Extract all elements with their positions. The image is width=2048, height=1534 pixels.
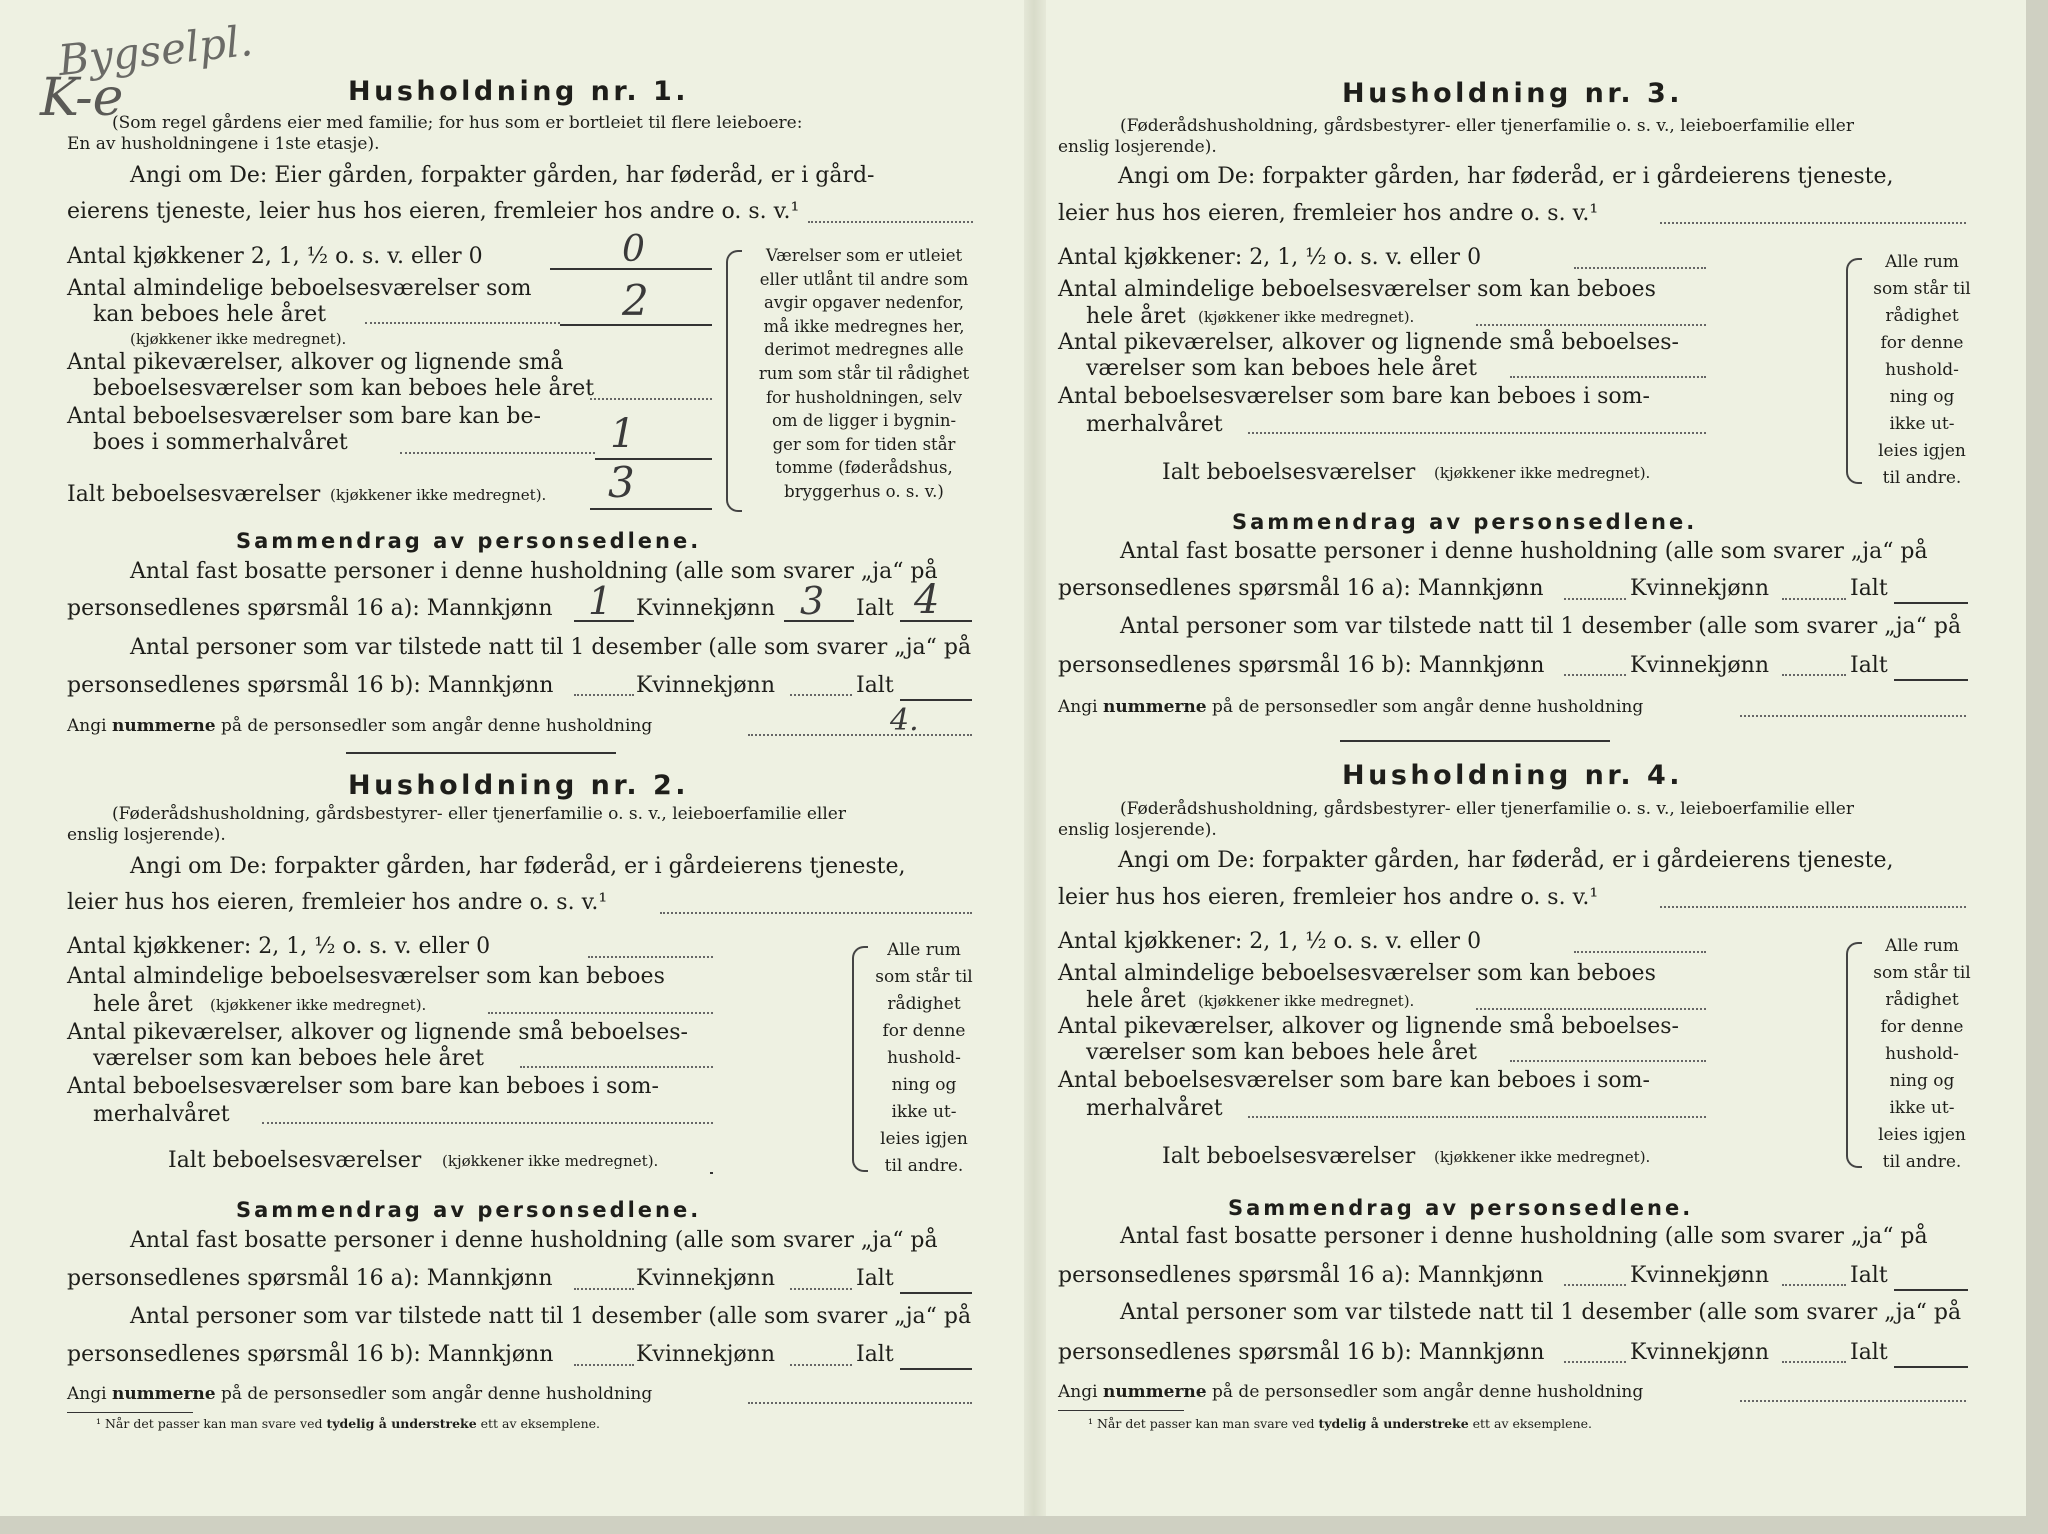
household-1-title: Husholdning nr. 1. <box>348 76 690 107</box>
household-3-note-line2: enslig losjerende). <box>1058 137 1217 157</box>
household-3-maid-dots <box>1510 376 1706 378</box>
household-3-side-note: Alle rum som står til rådighet for denne hushold- ning og ikke ut- leies igjen til andre. <box>1873 252 1971 488</box>
household-4-side-brace <box>1846 942 1862 1168</box>
household-4-summary-present-label: personsedlenes spørsmål 16 b): Mannkjønn <box>1058 1340 1545 1365</box>
household-1-numbers-label: Angi nummerne på de personsedler som angår denne husholdning <box>67 716 653 736</box>
household-2-present-total-label: Ialt <box>856 1342 894 1367</box>
household-4-fixed-female-line <box>1782 1284 1846 1286</box>
household-2-total-note: (kjøkkener ikke medregnet). <box>442 1152 659 1170</box>
household-1-total-value: 3 <box>608 458 635 507</box>
household-1-kitchens-value: 0 <box>622 229 645 270</box>
household-4-rooms-dots <box>1476 1008 1706 1010</box>
household-1-fixed-total-label: Ialt <box>856 596 894 621</box>
household-1-rooms-note: (kjøkkener ikke medregnet). <box>130 330 347 348</box>
household-4-summary-fixed-label: personsedlenes spørsmål 16 a): Mannkjønn <box>1058 1263 1544 1288</box>
household-3-present-total-label: Ialt <box>1850 653 1888 678</box>
household-1-present-total-label: Ialt <box>856 673 894 698</box>
household-1-angi-line2: eierens tjeneste, leier hus hos eieren, fremleier hos andre o. s. v.¹ <box>67 199 800 224</box>
household-2-rooms-note: (kjøkkener ikke medregnet). <box>210 996 427 1014</box>
household-2-note-line1: (Føderådshusholdning, gårdsbestyrer- eller tjenerfamilie o. s. v., leieboerfamilie eller <box>112 804 846 824</box>
household-1-fixed-male-value: 1 <box>588 579 613 623</box>
household-4-kitchens-label: Antal kjøkkener: 2, 1, ½ o. s. v. eller 0 <box>1058 929 1482 954</box>
household-3-summer-dots <box>1248 432 1706 434</box>
household-2-title: Husholdning nr. 2. <box>348 770 690 801</box>
household-2-fixed-female-label: Kvinnekjønn <box>636 1266 775 1291</box>
household-4-summary-title: Sammendrag av personsedlene. <box>1228 1196 1694 1220</box>
household-3-summary-present-line1: Antal personer som var tilstede natt til 1 desember (alle som svarer „ja“ på <box>1120 614 1962 639</box>
household-1-total-note: (kjøkkener ikke medregnet). <box>330 486 547 504</box>
household-4-maid-label-line2: værelser som kan beboes hele året <box>1086 1040 1477 1065</box>
household-1-summary-present-line1: Antal personer som var tilstede natt til 1 desember (alle som svarer „ja“ på <box>130 635 972 660</box>
household-4-fixed-total-label: Ialt <box>1850 1263 1888 1288</box>
household-3-kitchens-label: Antal kjøkkener: 2, 1, ½ o. s. v. eller 0 <box>1058 245 1482 270</box>
household-3-rooms-label-line1: Antal almindelige beboelsesværelser som kan beboes <box>1058 277 1656 302</box>
household-1-summer-value: 1 <box>610 411 636 457</box>
household-4-angi-answer-line <box>1660 906 1966 908</box>
household-1-fixed-female-value: 3 <box>800 579 825 623</box>
household-4-note-line1: (Føderådshusholdning, gårdsbestyrer- eller tjenerfamilie o. s. v., leieboerfamilie eller <box>1120 799 1854 819</box>
household-3-maid-label-line2: værelser som kan beboes hele året <box>1086 356 1477 381</box>
household-3-summary-fixed-label: personsedlenes spørsmål 16 a): Mannkjønn <box>1058 576 1544 601</box>
household-3-summary-title: Sammendrag av personsedlene. <box>1232 510 1698 534</box>
household-4-summer-label-line2: merhalvåret <box>1086 1096 1223 1121</box>
household-2-rooms-label-line1: Antal almindelige beboelsesværelser som kan beboes <box>67 964 665 989</box>
household-4-summary-present-line1: Antal personer som var tilstede natt til 1 desember (alle som svarer „ja“ på <box>1120 1300 1962 1325</box>
household-4-summer-dots <box>1248 1116 1706 1118</box>
household-2-angi-line2: leier hus hos eieren, fremleier hos andre o. s. v.¹ <box>67 890 608 915</box>
household-1-rooms-label-line1: Antal almindelige beboelsesværelser som <box>67 276 532 301</box>
household-1-maid-label-line2: beboelsesværelser som kan beboes hele året <box>93 376 595 401</box>
household-3-rooms-label-line2: hele året <box>1086 304 1186 329</box>
household-4-numbers-label: Angi nummerne på de personsedler som angår denne husholdning <box>1058 1382 1644 1402</box>
household-4-maid-label-line1: Antal pikeværelser, alkover og lignende små beboelses- <box>1058 1014 1679 1039</box>
household-4-present-female-line <box>1782 1361 1846 1363</box>
household-2-maid-label-line1: Antal pikeværelser, alkover og lignende små beboelses- <box>67 1020 688 1045</box>
household-2-total-label: Ialt beboelsesværelser <box>168 1148 422 1173</box>
household-4-kitchens-dots <box>1574 951 1706 953</box>
household-4-rooms-label-line2: hele året <box>1086 988 1186 1013</box>
household-3-total-note: (kjøkkener ikke medregnet). <box>1434 464 1651 482</box>
household-2-summer-label-line2: merhalvåret <box>93 1102 230 1127</box>
household-1-note-line1: (Som regel gårdens eier med familie; for hus som er bortleiet til flere leieboere: <box>112 113 803 133</box>
household-1-note-line2: En av husholdningene i 1ste etasje). <box>67 134 380 154</box>
household-1-side-note: Værelser som er utleiet eller utlånt til andre som avgir opgaver nedenfor, må ikke medregnes her, derimot medregnes alle rum som står til rådighet for husholdningen, selv om de ligger i bygnin- ger som for tiden står tomme (føderådshus, bryggerhus o. s. v.) <box>758 246 970 501</box>
household-3-divider <box>1340 740 1610 742</box>
household-1-summary-present-label: personsedlenes spørsmål 16 b): Mannkjønn <box>67 673 554 698</box>
household-1-maid-label-line1: Antal pikeværelser, alkover og lignende små <box>67 350 564 375</box>
household-4-fixed-male-line <box>1564 1284 1626 1286</box>
household-2-summary-fixed-line1: Antal fast bosatte personer i denne husholdning (alle som svarer „ja“ på <box>130 1228 938 1253</box>
household-2-present-female-label: Kvinnekjønn <box>636 1342 775 1367</box>
household-2-summary-present-label: personsedlenes spørsmål 16 b): Mannkjønn <box>67 1342 554 1367</box>
household-3-summary-present-label: personsedlenes spørsmål 16 b): Mannkjønn <box>1058 653 1545 678</box>
household-2-maid-label-line2: værelser som kan beboes hele året <box>93 1046 484 1071</box>
household-2-side-note: Alle rum som står til rådighet for denne hushold- ning og ikke ut- leies igjen til andre. <box>875 940 973 1176</box>
household-4-note-line2: enslig losjerende). <box>1058 820 1217 840</box>
right-footnote: ¹ Når det passer kan man svare ved tydelig å understreke ett av eksemplene. <box>1088 1416 1592 1431</box>
left-footnote: ¹ Når det passer kan man svare ved tydelig å understreke ett av eksemplene. <box>96 1416 600 1431</box>
household-2-fixed-total-label: Ialt <box>856 1266 894 1291</box>
household-1-angi-line1: Angi om De: Eier gården, forpakter gården, har føderåd, er i gård- <box>130 163 875 188</box>
household-3-rooms-dots <box>1476 324 1706 326</box>
household-2-summary-present-line1: Antal personer som var tilstede natt til 1 desember (alle som svarer „ja“ på <box>130 1304 972 1329</box>
household-3-present-female-line <box>1782 674 1846 676</box>
household-3-kitchens-dots <box>1574 267 1706 269</box>
household-4-total-note: (kjøkkener ikke medregnet). <box>1434 1148 1651 1166</box>
household-3-angi-line1: Angi om De: forpakter gården, har føderåd, er i gårdeierens tjeneste, <box>1118 164 1894 189</box>
household-1-rooms-label-line2: kan beboes hele året <box>93 302 327 327</box>
household-3-numbers-line <box>1740 715 1966 717</box>
household-3-maid-label-line1: Antal pikeværelser, alkover og lignende små beboelses- <box>1058 330 1679 355</box>
household-4-title: Husholdning nr. 4. <box>1342 760 1684 791</box>
household-3-summer-label-line1: Antal beboelsesværelser som bare kan beboes i som- <box>1058 384 1650 409</box>
household-1-fixed-total-value: 4 <box>914 577 940 623</box>
household-4-fixed-female-label: Kvinnekjønn <box>1630 1263 1769 1288</box>
right-footnote-rule <box>1058 1410 1184 1411</box>
household-3-total-label: Ialt beboelsesværelser <box>1162 460 1416 485</box>
household-4-fixed-total-line <box>1894 1289 1968 1291</box>
household-4-present-total-line <box>1894 1366 1968 1368</box>
household-1-summary-fixed-line1: Antal fast bosatte personer i denne husholdning (alle som svarer „ja“ på <box>130 559 938 584</box>
household-1-summary-title: Sammendrag av personsedlene. <box>236 529 702 553</box>
household-4-rooms-label-line1: Antal almindelige beboelsesværelser som kan beboes <box>1058 961 1656 986</box>
household-2-angi-line1: Angi om De: forpakter gården, har føderåd, er i gårdeierens tjeneste, <box>130 854 906 879</box>
household-3-summary-fixed-line1: Antal fast bosatte personer i denne husholdning (alle som svarer „ja“ på <box>1120 539 1928 564</box>
household-1-fixed-female-label: Kvinnekjønn <box>636 596 775 621</box>
household-3-angi-line2: leier hus hos eieren, fremleier hos andre o. s. v.¹ <box>1058 201 1599 226</box>
household-4-side-note: Alle rum som står til rådighet for denne hushold- ning og ikke ut- leies igjen til andre. <box>1873 936 1971 1172</box>
household-3-fixed-male-line <box>1564 598 1626 600</box>
household-3-fixed-total-line <box>1894 602 1968 604</box>
household-3-fixed-female-line <box>1782 598 1846 600</box>
household-3-fixed-total-label: Ialt <box>1850 576 1888 601</box>
household-2-summer-label-line1: Antal beboelsesværelser som bare kan beboes i som- <box>67 1074 659 1099</box>
household-1-present-female-label: Kvinnekjønn <box>636 673 775 698</box>
household-1-summer-label-line2: boes i sommerhalvåret <box>93 430 348 455</box>
household-4-numbers-line <box>1740 1400 1966 1402</box>
household-3-side-brace <box>1846 258 1862 484</box>
household-4-total-label: Ialt beboelsesværelser <box>1162 1144 1416 1169</box>
household-2-summary-title: Sammendrag av personsedlene. <box>236 1198 702 1222</box>
household-3-present-male-line <box>1564 674 1626 676</box>
household-4-angi-line2: leier hus hos eieren, fremleier hos andre o. s. v.¹ <box>1058 885 1599 910</box>
household-1-kitchens-label: Antal kjøkkener 2, 1, ½ o. s. v. eller 0 <box>67 244 483 269</box>
household-4-summary-fixed-line1: Antal fast bosatte personer i denne husholdning (alle som svarer „ja“ på <box>1120 1224 1928 1249</box>
household-1-rooms-value: 2 <box>622 276 649 325</box>
household-3-present-total-line <box>1894 679 1968 681</box>
household-3-rooms-note: (kjøkkener ikke medregnet). <box>1198 308 1415 326</box>
household-3-numbers-label: Angi nummerne på de personsedler som angår denne husholdning <box>1058 697 1644 717</box>
household-4-present-male-line <box>1564 1361 1626 1363</box>
pencil-annotation-code: K-e <box>40 68 124 128</box>
household-3-summer-label-line2: merhalvåret <box>1086 412 1223 437</box>
household-2-summary-fixed-label: personsedlenes spørsmål 16 a): Mannkjønn <box>67 1266 553 1291</box>
household-3-present-female-label: Kvinnekjønn <box>1630 653 1769 678</box>
household-2-kitchens-label: Antal kjøkkener: 2, 1, ½ o. s. v. eller 0 <box>67 934 491 959</box>
household-4-present-female-label: Kvinnekjønn <box>1630 1340 1769 1365</box>
household-1-summer-label-line1: Antal beboelsesværelser som bare kan be- <box>67 404 541 429</box>
household-3-fixed-female-label: Kvinnekjønn <box>1630 576 1769 601</box>
household-4-present-total-label: Ialt <box>1850 1340 1888 1365</box>
household-4-angi-line1: Angi om De: forpakter gården, har føderåd, er i gårdeierens tjeneste, <box>1118 848 1894 873</box>
household-3-title: Husholdning nr. 3. <box>1342 78 1684 109</box>
pencil-annotation-top: Bygselpl. <box>55 15 255 86</box>
household-1-summary-fixed-label: personsedlenes spørsmål 16 a): Mannkjønn <box>67 596 553 621</box>
household-4-summer-label-line1: Antal beboelsesværelser som bare kan beboes i som- <box>1058 1068 1650 1093</box>
household-1-numbers-value: 4. <box>890 703 919 738</box>
household-4-maid-dots <box>1510 1060 1706 1062</box>
household-2-note-line2: enslig losjerende). <box>67 825 226 845</box>
household-1-total-label: Ialt beboelsesværelser <box>67 482 321 507</box>
household-4-rooms-note: (kjøkkener ikke medregnet). <box>1198 992 1415 1010</box>
household-3-angi-answer-line <box>1660 222 1966 224</box>
household-2-rooms-label-line2: hele året <box>93 992 193 1017</box>
household-2-numbers-label: Angi nummerne på de personsedler som angår denne husholdning <box>67 1384 653 1404</box>
household-3-note-line1: (Føderådshusholdning, gårdsbestyrer- eller tjenerfamilie o. s. v., leieboerfamilie eller <box>1120 116 1854 136</box>
